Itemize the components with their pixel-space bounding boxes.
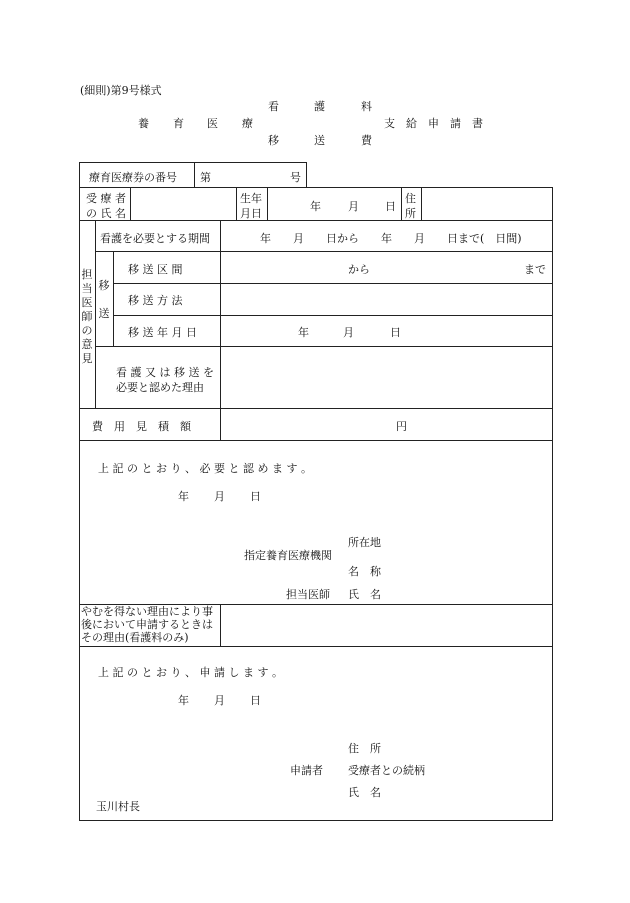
patient-name-field[interactable] xyxy=(133,190,233,218)
title-shikyu-4: 請 xyxy=(450,117,461,130)
card-number-label: 療育医療券の番号 xyxy=(89,171,177,184)
application-month: 月 xyxy=(214,694,225,707)
certification-year: 年 xyxy=(178,490,189,503)
title-ikuiryo-3: 医 xyxy=(207,117,218,130)
certification-month: 月 xyxy=(214,490,225,503)
cost-label: 費 用 見 積 額 xyxy=(92,420,191,433)
addressee: 玉川村長 xyxy=(96,800,140,813)
transfer-date-month: 月 xyxy=(343,326,354,339)
reason-label-1: 看 護 又 は 移 送 を xyxy=(116,366,214,379)
applicant-relationship: 受療者との続柄 xyxy=(348,764,425,777)
address-label-1: 住 xyxy=(405,192,416,205)
certification-doctor-label: 担当医師 xyxy=(286,588,330,601)
title-shikyu-1: 支 xyxy=(384,117,395,130)
care-period-label: 看護を必要とする期間 xyxy=(100,232,210,245)
transfer-side-label: 移送 xyxy=(98,279,110,320)
applicant-label: 申請者 xyxy=(290,764,323,777)
certification-doctor-name: 氏 名 xyxy=(348,588,381,601)
transfer-date-year: 年 xyxy=(298,326,309,339)
title-ikuiryo-2: 育 xyxy=(173,117,184,130)
card-number-prefix: 第 xyxy=(200,171,211,184)
title-isohi-1: 移 xyxy=(268,134,279,147)
late-reason-label-2: 後において申請するときは xyxy=(81,618,213,631)
certification-institution-label: 指定養育医療機関 xyxy=(244,549,332,562)
certification-statement: 上 記 の と お り 、 必 要 と 認 め ま す 。 xyxy=(98,462,312,475)
cost-unit: 円 xyxy=(396,420,407,433)
late-reason-field[interactable] xyxy=(224,607,548,643)
care-period-value[interactable]: 年 月 日から 年 月 日まで( 日間) xyxy=(260,232,522,245)
late-reason-label-1: やむを得ない理由により事 xyxy=(81,605,213,618)
address-label-2: 所 xyxy=(405,207,416,220)
card-number-suffix: 号 xyxy=(290,171,301,184)
doctor-opinion-side-label: 担当医師の意見 xyxy=(81,268,93,365)
applicant-address: 住 所 xyxy=(348,742,381,755)
title-isohi-2: 送 xyxy=(314,134,325,147)
application-day: 日 xyxy=(250,694,261,707)
transfer-date-day: 日 xyxy=(390,326,401,339)
form-number: (細則)第9号様式 xyxy=(80,84,162,97)
application-statement: 上 記 の と お り 、 申 請 し ま す 。 xyxy=(98,666,283,679)
title-shikyu-3: 申 xyxy=(428,117,439,130)
transfer-date-label: 移 送 年 月 日 xyxy=(128,326,197,339)
certification-location: 所在地 xyxy=(348,536,381,549)
late-reason-label-3: その理由(看護料のみ) xyxy=(81,631,189,644)
dob-month: 月 xyxy=(348,200,359,213)
transfer-section-from[interactable]: から xyxy=(348,263,370,276)
title-ikuiryo-4: 療 xyxy=(242,117,253,130)
applicant-name: 氏 名 xyxy=(348,786,381,799)
transfer-method-label: 移 送 方 法 xyxy=(128,294,183,307)
address-field[interactable] xyxy=(424,190,548,218)
dob-label-2: 月日 xyxy=(240,207,262,220)
certification-institution-name: 名 称 xyxy=(348,565,381,578)
patient-name-label-2: の 氏 名 xyxy=(86,207,126,220)
dob-year: 年 xyxy=(310,200,321,213)
card-number-field[interactable] xyxy=(218,166,284,184)
title-shikyu-2: 給 xyxy=(406,117,417,130)
dob-label-1: 生年 xyxy=(240,192,262,205)
transfer-section-to[interactable]: まで xyxy=(524,263,546,276)
title-ikuiryo-1: 養 xyxy=(138,117,149,130)
application-year: 年 xyxy=(178,694,189,707)
transfer-method-field[interactable] xyxy=(224,286,548,312)
title-kango-2: 護 xyxy=(314,100,325,113)
patient-name-label-1: 受 療 者 xyxy=(86,192,126,205)
reason-field[interactable] xyxy=(224,350,548,404)
certification-day: 日 xyxy=(250,490,261,503)
reason-label-2: 必要と認めた理由 xyxy=(116,381,204,394)
transfer-section-label: 移 送 区 間 xyxy=(128,263,183,276)
title-kango-3: 料 xyxy=(361,100,372,113)
title-shikyu-5: 書 xyxy=(472,117,483,130)
title-isohi-3: 費 xyxy=(361,134,372,147)
title-kango-1: 看 xyxy=(268,100,279,113)
dob-day: 日 xyxy=(385,200,396,213)
